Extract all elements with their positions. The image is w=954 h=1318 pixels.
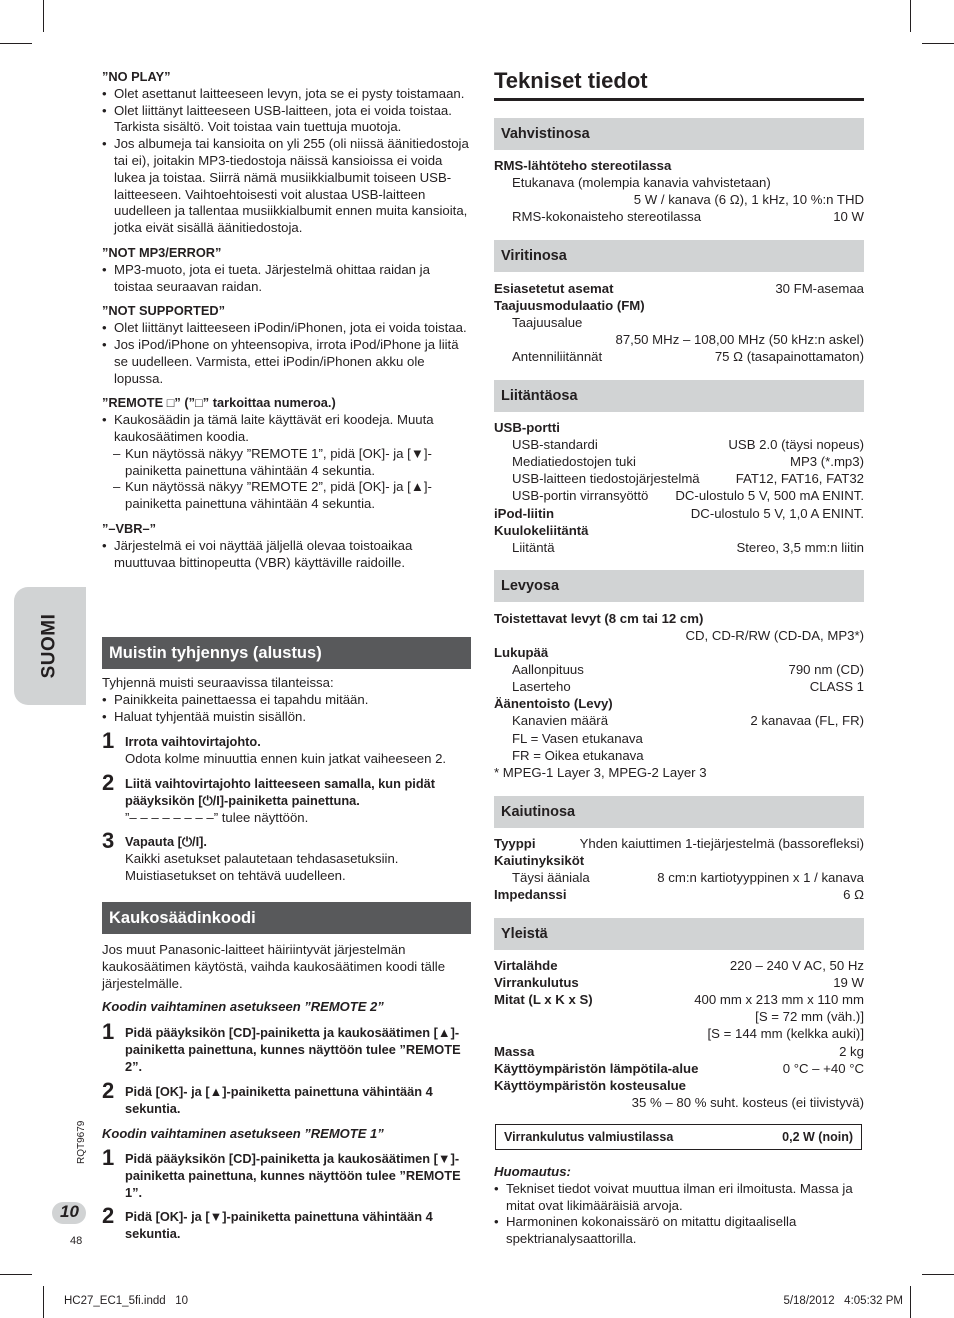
remote-heading: ”REMOTE □” (”□” tarkoittaa numeroa.) xyxy=(102,395,336,411)
spec-row: Tyyppi Yhden kaiuttimen 1-tiejärjestelmä (bassorefleksi) xyxy=(494,836,864,851)
section-general: Yleistä xyxy=(494,918,864,950)
spec-row: Mediatiedostojen tuki MP3 (*.mp3) xyxy=(512,454,864,469)
bullet: • Jos albumeja tai kansioita on yli 255 (oli niissä äänitiedostoja tai ei), joitakin MP3-tiedostoja näissä kansioissa ei voida lukea ja toistaa. Siirrä nämä musiikkialbumit toiseen USB-laitteeseen. Vaihtoehtoisesti voit alustaa USB-laitteen uudelleen ja tallentaa musiikkialbumit ennen muita kansioita, jotka eivät sisällä äänitiedostoja. xyxy=(102,136,471,237)
spec-row: Täysi ääniala 8 cm:n kartiotyyppinen x 1 / kanava xyxy=(512,870,864,885)
step-detail: Kaikki asetukset palautetaan tehdasasetuksiin. Muistiasetukset on tehtävä uudelleen. xyxy=(125,850,399,883)
language-label: SUOMI xyxy=(38,613,60,679)
crop-mark xyxy=(910,0,911,32)
intro-text: Tyhjennä muisti seuraavissa tilanteissa: xyxy=(102,675,334,690)
bullet: • Jos iPod/iPhone on yhteensopiva, irrota iPod/iPhone ja liitä se uudelleen. Varmista, ettei iPodin/iPhonen akku ole lopussa. xyxy=(102,337,471,387)
spec-row: 87,50 MHz – 108,00 MHz (50 kHz:n askel) xyxy=(615,332,864,347)
bullet: • Olet asettanut laitteeseen levyn, jota se ei pysty toistamaan. xyxy=(102,86,471,103)
spec-row: RMS-lähtöteho stereotilassa xyxy=(494,158,672,173)
spec-row: Impedanssi 6 Ω xyxy=(494,887,864,902)
bullet: • MP3-muoto, jota ei tueta. Järjestelmä ohittaa raidan ja toistaa seuraavan raidan. xyxy=(102,262,471,296)
spec-row: USB-portin virransyöttö DC-ulostulo 5 V, 500 mA ENINT. xyxy=(512,488,864,503)
bullet: • Olet liittänyt laitteeseen iPodin/iPhonen, jota ei voida toistaa. xyxy=(102,320,471,337)
step-instruction: Vapauta [⏻/I]. xyxy=(125,834,207,849)
intro-text: Jos muut Panasonic-laitteet häiriintyvät järjestelmän kaukosäätimen käytöstä, vaihda kaukosäätimen koodi tälle järjestelmälle. xyxy=(102,942,446,991)
rqt-code: RQT9679 xyxy=(76,1120,87,1164)
spec-row: iPod-liitin DC-ulostulo 5 V, 1,0 A ENINT. xyxy=(494,506,864,521)
not-supported-heading: ”NOT SUPPORTED” xyxy=(102,303,226,319)
bullet: • Haluat tyhjentää muistin sisällön. xyxy=(102,709,471,726)
standby-value: 0,2 W (noin) xyxy=(782,1130,853,1144)
spec-row: FL = Vasen etukanava xyxy=(512,731,643,746)
troubleshooting-messages xyxy=(102,69,471,571)
bullet: • Painikkeita painettaessa ei tapahdu mitään. xyxy=(102,692,471,709)
section-speaker: Kaiutinosa xyxy=(494,796,864,828)
note-block xyxy=(494,1164,864,1248)
spec-row: USB-portti xyxy=(494,420,560,435)
crop-mark xyxy=(910,1286,911,1318)
note-title: Huomautus: xyxy=(494,1164,571,1179)
step-detail: Odota kolme minuuttia ennen kuin jatkat vaiheeseen 2. xyxy=(125,750,447,766)
standby-label: Virrankulutus valmiustilassa xyxy=(504,1130,674,1144)
spec-row: 35 % – 80 % suht. kosteus (ei tiivistyvä) xyxy=(631,1095,864,1110)
step-number: 1 xyxy=(102,1019,115,1044)
spec-row: Antenniliitännät 75 Ω (tasapainottamaton) xyxy=(512,349,864,364)
spec-row: USB-standardi USB 2.0 (täysi nopeus) xyxy=(512,437,864,452)
crop-mark xyxy=(922,1274,954,1275)
small-page-number: 48 xyxy=(70,1235,83,1247)
dash-item: – Kun näytössä näkyy ”REMOTE 2”, pidä [OK]- ja [▲]-painiketta painettuna vähintään 4 sekuntia. xyxy=(102,479,471,513)
spec-row: * MPEG-1 Layer 3, MPEG-2 Layer 3 xyxy=(494,765,707,780)
section-header-remote-code: Kaukosäädinkoodi xyxy=(102,902,471,934)
crop-mark xyxy=(0,43,32,44)
memory-reset-intro xyxy=(102,675,471,725)
section-tuner: Viritinosa xyxy=(494,240,864,272)
step-detail: ”– – – – – – – –” tulee näyttöön. xyxy=(125,809,309,825)
page-title: Tekniset tiedot xyxy=(494,68,648,93)
spec-row: Virrankulutus 19 W xyxy=(494,975,864,990)
spec-row: Mitat (L x K x S) 400 mm x 213 mm x 110 mm xyxy=(494,992,864,1007)
spec-row: FR = Oikea etukanava xyxy=(512,748,644,763)
spec-row: Taajuusalue xyxy=(512,315,583,330)
page-number: 10 xyxy=(60,1202,79,1221)
spec-row: Liitäntä Stereo, 3,5 mm:n liitin xyxy=(512,540,864,555)
bullet: • Kaukosäädin ja tämä laite käyttävät eri koodeja. Muuta kaukosäätimen koodia. xyxy=(102,412,471,446)
remote2-step-1 xyxy=(102,1019,473,1075)
spec-row: Kanavien määrä 2 kanavaa (FL, FR) xyxy=(512,713,864,728)
remote-1-heading: Koodin vaihtaminen asetukseen ”REMOTE 1” xyxy=(102,1126,384,1141)
spec-row: Taajuusmodulaatio (FM) xyxy=(494,298,645,313)
spec-row: Toistettavat levyt (8 cm tai 12 cm) xyxy=(494,611,704,626)
spec-row: Kuulokeliitäntä xyxy=(494,523,589,538)
bullet: • Olet liittänyt laitteeseen USB-laitteen, jota ei voida toistaa. Tarkista sisältö. Voit toistaa vain tuettuja muotoja. xyxy=(102,103,471,137)
step-instruction: Liitä vaihtovirtajohto laitteeseen samalla, kun pidät pääyksikön [⏻/I]-painiketta painettuna. xyxy=(125,776,436,808)
spec-row: Virtalähde 220 – 240 V AC, 50 Hz xyxy=(494,958,864,973)
bullet: • Järjestelmä ei voi näyttää jäljellä olevaa toistoaikaa muuttuvaa bittinopeutta (VBR) käyttäville raidoille. xyxy=(102,538,471,572)
crop-mark xyxy=(43,0,44,32)
dash-item: – Kun näytössä näkyy ”REMOTE 1”, pidä [OK]- ja [▼]-painiketta painettuna vähintään 4 sekuntia. xyxy=(102,446,471,480)
spec-row: Massa 2 kg xyxy=(494,1044,864,1059)
step-instruction: Irrota vaihtovirtajohto. xyxy=(125,734,261,749)
step-number: 2 xyxy=(102,1203,115,1228)
spec-row: Esiasetetut asemat 30 FM-asemaa xyxy=(494,281,864,296)
remote2-step-2 xyxy=(102,1078,473,1118)
step-number: 1 xyxy=(102,728,115,753)
reset-step-3 xyxy=(102,828,473,884)
spec-row: RMS-kokonaisteho stereotilassa 10 W xyxy=(512,209,864,224)
not-mp3-heading: ”NOT MP3/ERROR” xyxy=(102,244,222,260)
remote1-step-1 xyxy=(102,1145,473,1201)
step-instruction: Pidä [OK]- ja [▲]-painiketta painettuna vähintään 4 sekuntia. xyxy=(125,1084,433,1116)
spec-row: Kaiutinyksiköt xyxy=(494,853,585,868)
section-disc: Levyosa xyxy=(494,570,864,602)
spec-row: Äänentoisto (Levy) xyxy=(494,696,613,711)
bullet: • Harmoninen kokonaissärö on mitattu digitaalisella spektrianalysaattorilla. xyxy=(494,1214,864,1248)
section-amplifier: Vahvistinosa xyxy=(494,118,864,150)
bullet: • Tekniset tiedot voivat muuttua ilman eri ilmoitusta. Massa ja mitat ovat likimääräisiä arvoja. xyxy=(494,1181,864,1215)
title-rule xyxy=(494,98,864,101)
step-instruction: Pidä pääyksikön [CD]-painiketta ja kaukosäätimen [▼]-painiketta painettuna, kunnes näyttöön tulee ”REMOTE 1”. xyxy=(125,1151,461,1200)
reset-step-1 xyxy=(102,728,473,768)
spec-row: [S = 72 mm (väh.)] xyxy=(755,1009,864,1024)
crop-mark xyxy=(43,1286,44,1318)
language-tab xyxy=(14,587,86,705)
spec-row: Laserteho CLASS 1 xyxy=(512,679,864,694)
footer-date: 5/18/2012 4:05:32 PM xyxy=(783,1295,903,1307)
step-number: 3 xyxy=(102,828,115,853)
spec-row: [S = 144 mm (kelkka auki)] xyxy=(707,1026,864,1041)
spec-row: Lukupää xyxy=(494,645,549,660)
remote1-step-2 xyxy=(102,1203,473,1243)
step-instruction: Pidä [OK]- ja [▼]-painiketta painettuna vähintään 4 sekuntia. xyxy=(125,1209,433,1241)
standby-box xyxy=(495,1124,862,1150)
step-number: 1 xyxy=(102,1145,115,1170)
remote-code-intro xyxy=(102,942,471,992)
remote-2-heading: Koodin vaihtaminen asetukseen ”REMOTE 2” xyxy=(102,999,384,1014)
spec-row: 5 W / kanava (6 Ω), 1 kHz, 10 %:n THD xyxy=(633,192,864,207)
reset-step-2 xyxy=(102,770,473,826)
spec-row: Käyttöympäristön lämpötila-alue 0 °C – +40 °C xyxy=(494,1061,864,1076)
footer-file: HC27_EC1_5fi.indd 10 xyxy=(64,1295,189,1307)
spec-row: USB-laitteen tiedostojärjestelmä FAT12, FAT16, FAT32 xyxy=(512,471,864,486)
crop-mark xyxy=(0,1274,32,1275)
spec-row: Etukanava (molempia kanavia vahvistetaan) xyxy=(512,175,771,190)
spec-row: Käyttöympäristön kosteusalue xyxy=(494,1078,687,1093)
section-header-memory-reset: Muistin tyhjennys (alustus) xyxy=(102,637,471,669)
spec-row: CD, CD-R/RW (CD-DA, MP3*) xyxy=(685,628,864,643)
crop-mark xyxy=(922,43,954,44)
no-play-heading: ”NO PLAY” xyxy=(102,69,171,84)
step-number: 2 xyxy=(102,770,115,795)
section-connections: Liitäntäosa xyxy=(494,380,864,412)
step-number: 2 xyxy=(102,1078,115,1103)
vbr-heading: ”–VBR–” xyxy=(102,520,157,536)
step-instruction: Pidä pääyksikön [CD]-painiketta ja kaukosäätimen [▲]-painiketta painettuna, kunnes näyttöön tulee ”REMOTE 2”. xyxy=(125,1025,461,1074)
spec-row: Aallonpituus 790 nm (CD) xyxy=(512,662,864,677)
